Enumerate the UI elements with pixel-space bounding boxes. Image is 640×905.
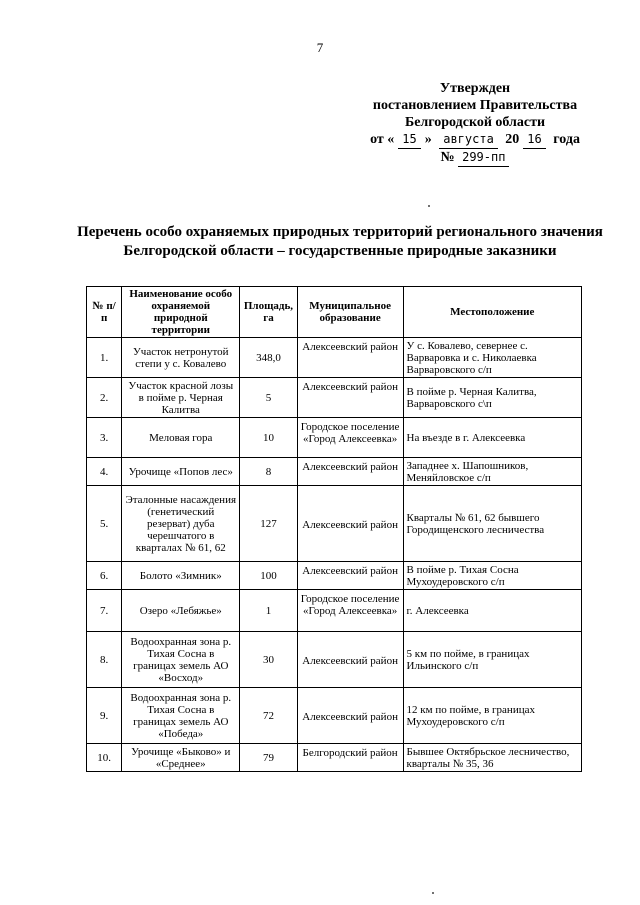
- cell-location: Кварталы № 61, 62 бывшего Городищенского лесничества: [403, 486, 581, 562]
- header-name: Наименование особо охраняемой природной территории: [122, 287, 240, 338]
- table-row: [87, 744, 582, 772]
- cell-num: 10.: [87, 744, 122, 772]
- approval-number: [340, 149, 610, 167]
- cell-name: Водоохранная зона р. Тихая Сосна в границах земель АО «Восход»: [122, 632, 240, 688]
- cell-name: Урочище «Быково» и «Среднее»: [122, 744, 240, 772]
- cell-municipality: Алексеевский район: [297, 378, 403, 418]
- cell-name: Урочище «Попов лес»: [122, 458, 240, 486]
- cell-location: 5 км по пойме, в границах Ильинского с/п: [403, 632, 581, 688]
- approval-date: [340, 131, 610, 149]
- cell-num: 2.: [87, 378, 122, 418]
- cell-area: 348,0: [240, 338, 297, 378]
- cell-name: Эталонные насаждения (генетический резерват) дуба черешчатого в кварталах № 61, 62: [122, 486, 240, 562]
- year-prefix: 20: [505, 132, 520, 147]
- table-row: [87, 486, 582, 562]
- header-municipality: Муниципальное образование: [297, 287, 403, 338]
- table-row: [87, 458, 582, 486]
- approval-line-1: Утвержден: [439, 81, 511, 96]
- cell-num: 4.: [87, 458, 122, 486]
- cell-area: 10: [240, 418, 297, 458]
- cell-area: 30: [240, 632, 297, 688]
- cell-location: На въезде в г. Алексеевка: [403, 418, 581, 458]
- document-title: Перечень особо охраняемых природных территорий регионального значения Белгородской области – государственные природные заказники: [77, 224, 603, 259]
- cell-municipality: Городское поселение «Город Алексеевка»: [297, 418, 403, 458]
- cell-name: Болото «Зимник»: [122, 562, 240, 590]
- cell-municipality: Алексеевский район: [297, 486, 403, 562]
- date-day: 15: [398, 131, 420, 149]
- cell-location: Западнее х. Шапошников, Меняйловское с/п: [403, 458, 581, 486]
- cell-area: 8: [240, 458, 297, 486]
- date-mid: »: [424, 132, 432, 147]
- cell-location: В пойме р. Тихая Сосна Мухоудеровского с/п: [403, 562, 581, 590]
- table-row: [87, 378, 582, 418]
- cell-num: 5.: [87, 486, 122, 562]
- cell-name: Меловая гора: [122, 418, 240, 458]
- scan-speck: [428, 205, 430, 207]
- approval-line-3: Белгородской области: [404, 115, 546, 130]
- table-header-row: [87, 287, 582, 338]
- cell-municipality: Алексеевский район: [297, 338, 403, 378]
- cell-municipality: Городское поселение «Город Алексеевка»: [297, 590, 403, 632]
- cell-municipality: Алексеевский район: [297, 458, 403, 486]
- table-row: [87, 590, 582, 632]
- year-suffix: 16: [523, 131, 545, 149]
- cell-name: Участок красной лозы в пойме р. Черная Калитва: [122, 378, 240, 418]
- scan-speck: [432, 892, 434, 894]
- date-prefix: от «: [370, 132, 395, 147]
- cell-location: Бывшее Октябрьское лесничество, кварталы № 35, 36: [403, 744, 581, 772]
- cell-location: У с. Ковалево, севернее с. Варваровка и с. Николаевка Варваровского с/п: [403, 338, 581, 378]
- cell-municipality: Алексеевский район: [297, 632, 403, 688]
- approval-line-2: постановлением Правительства: [372, 98, 578, 113]
- header-location: Местоположение: [403, 287, 581, 338]
- cell-municipality: Алексеевский район: [297, 562, 403, 590]
- year-word: года: [553, 132, 580, 147]
- number-prefix: №: [440, 150, 455, 165]
- table-row: [87, 418, 582, 458]
- cell-area: 5: [240, 378, 297, 418]
- cell-num: 8.: [87, 632, 122, 688]
- cell-area: 100: [240, 562, 297, 590]
- cell-num: 3.: [87, 418, 122, 458]
- cell-num: 7.: [87, 590, 122, 632]
- cell-name: Озеро «Лебяжье»: [122, 590, 240, 632]
- cell-location: г. Алексеевка: [403, 590, 581, 632]
- table-row: [87, 562, 582, 590]
- approval-stamp: [340, 80, 610, 167]
- header-num: № п/п: [87, 287, 122, 338]
- cell-municipality: Алексеевский район: [297, 688, 403, 744]
- cell-num: 1.: [87, 338, 122, 378]
- cell-area: 127: [240, 486, 297, 562]
- table-row: [87, 338, 582, 378]
- cell-num: 9.: [87, 688, 122, 744]
- cell-location: В пойме р. Черная Калитва, Варваровского с\п: [403, 378, 581, 418]
- cell-location: 12 км по пойме, в границах Мухоудеровского с/п: [403, 688, 581, 744]
- table-row: [87, 688, 582, 744]
- header-area: Площадь, га: [240, 287, 297, 338]
- cell-name: Водоохранная зона р. Тихая Сосна в границах земель АО «Победа»: [122, 688, 240, 744]
- cell-name: Участок нетронутой степи у с. Ковалево: [122, 338, 240, 378]
- cell-num: 6.: [87, 562, 122, 590]
- cell-area: 79: [240, 744, 297, 772]
- cell-municipality: Белгородский район: [297, 744, 403, 772]
- page-number: 7: [316, 40, 324, 55]
- reserves-table: [86, 286, 582, 772]
- cell-area: 1: [240, 590, 297, 632]
- table-row: [87, 632, 582, 688]
- number-value: 299-пп: [458, 149, 509, 167]
- date-month: августа: [439, 131, 498, 149]
- cell-area: 72: [240, 688, 297, 744]
